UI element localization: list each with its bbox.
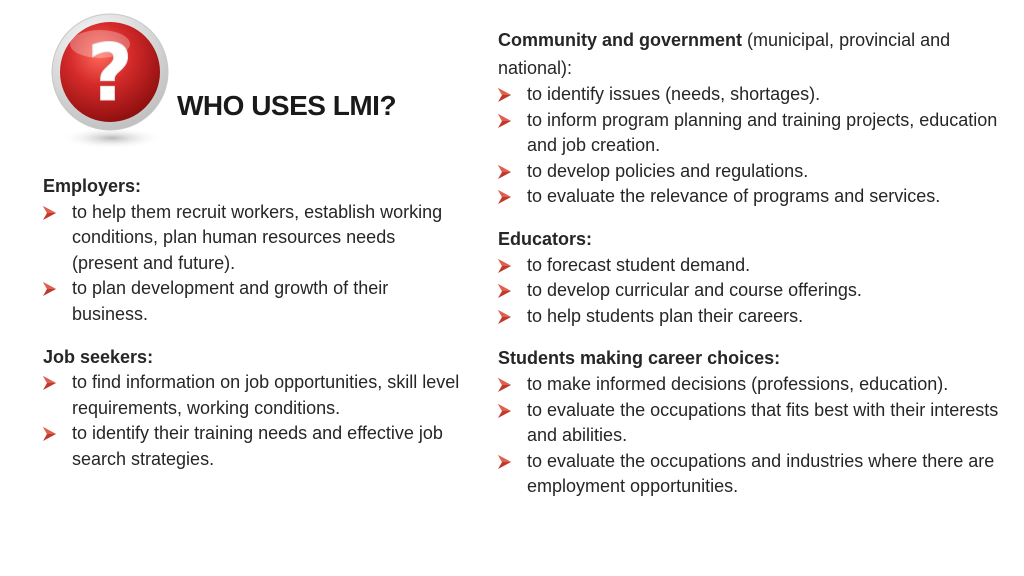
section-heading: Employers: [43, 176, 142, 196]
arrow-bullet-icon [498, 455, 511, 469]
section-students [498, 346, 1003, 500]
section-educators [498, 227, 1003, 329]
arrow-bullet-icon [43, 427, 56, 441]
section-employers [43, 174, 463, 328]
arrow-bullet-icon [498, 404, 511, 418]
bullet-list [43, 370, 463, 472]
list-item: to identify their training needs and effective job search strategies. [43, 421, 463, 472]
section-heading: Community and government (municipal, provincial and national): [498, 30, 951, 78]
list-item: to help students plan their careers. [498, 304, 1003, 330]
svg-text:?: ? [87, 29, 133, 119]
section-heading: Job seekers: [43, 346, 154, 367]
arrow-bullet-icon [498, 190, 511, 204]
bullet-list [43, 200, 463, 328]
list-item: to inform program planning and training projects, education and job creation. [498, 108, 1003, 159]
section-heading: Educators: [498, 228, 593, 249]
bullet-list [498, 253, 1003, 330]
list-item: to help them recruit workers, establish working conditions, plan human resources needs (present and future). [43, 200, 463, 277]
list-item: to find information on job opportunities, skill level requirements, working conditions. [43, 370, 463, 421]
page-title: WHO USES LMI? [177, 90, 397, 121]
list-item: to make informed decisions (professions, education). [498, 372, 1003, 398]
bullet-list [498, 372, 1003, 500]
arrow-bullet-icon [498, 114, 511, 128]
arrow-bullet-icon [498, 259, 511, 273]
right-column [498, 26, 1003, 500]
arrow-bullet-icon [43, 206, 56, 220]
list-item: to develop curricular and course offerings. [498, 278, 1003, 304]
section-job-seekers [43, 345, 463, 473]
list-item: to forecast student demand. [498, 253, 1003, 279]
arrow-bullet-icon [43, 282, 56, 296]
left-column [43, 174, 463, 473]
arrow-bullet-icon [498, 284, 511, 298]
list-item: to evaluate the relevance of programs and services. [498, 184, 1003, 210]
arrow-bullet-icon [498, 378, 511, 392]
list-item: to evaluate the occupations that fits best with their interests and abilities. [498, 398, 1003, 449]
arrow-bullet-icon [498, 310, 511, 324]
section-heading: Students making career choices: [498, 348, 781, 369]
arrow-bullet-icon [43, 376, 56, 390]
section-heading-suffix: (municipal, provincial and national): [498, 30, 951, 78]
list-item: to identify issues (needs, shortages). [498, 82, 1003, 108]
bullet-list [498, 82, 1003, 210]
list-item: to develop policies and regulations. [498, 159, 1003, 185]
list-item: to evaluate the occupations and industries where there are employment opportunities. [498, 449, 1003, 500]
arrow-bullet-icon [498, 88, 511, 102]
arrow-bullet-icon [498, 165, 511, 179]
list-item: to plan development and growth of their business. [43, 276, 463, 327]
section-community-government [498, 26, 1003, 210]
question-mark-icon [50, 8, 175, 153]
